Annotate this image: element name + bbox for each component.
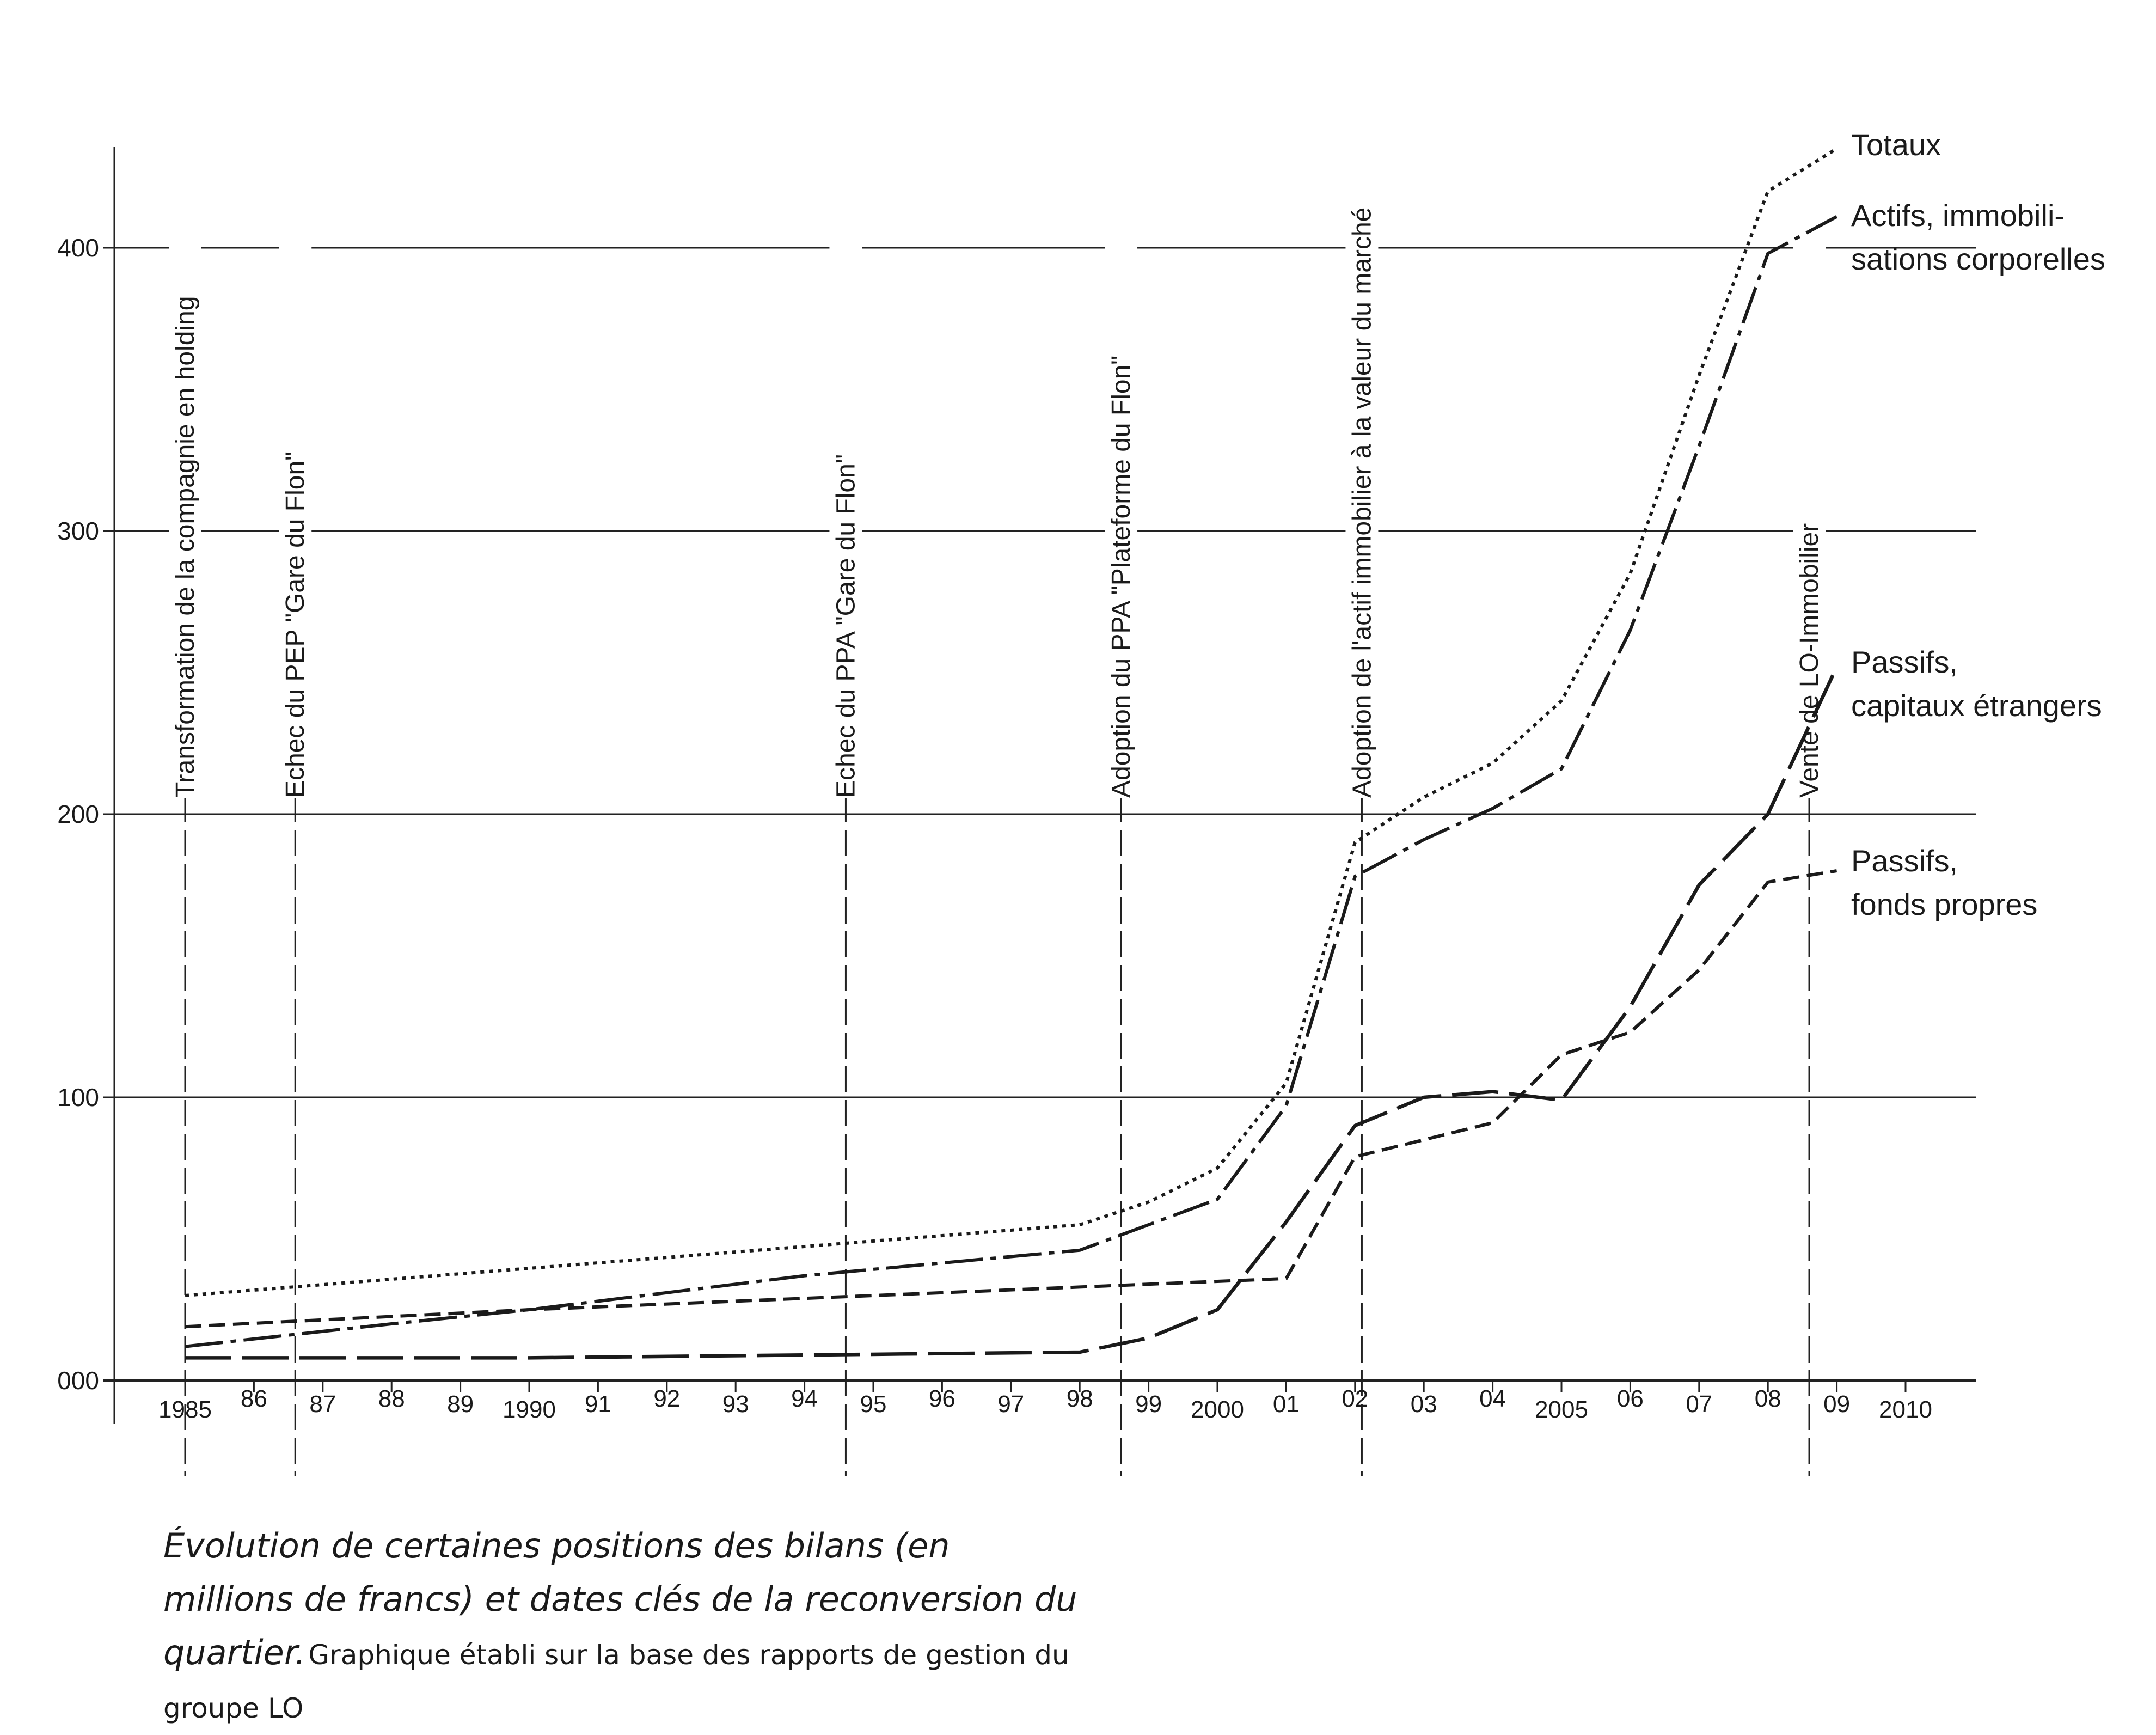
event-label: Adoption du PPA "Plateforme du Flon" <box>1107 356 1136 798</box>
series-line-2 <box>185 667 1837 1358</box>
y-tick-label: 100 <box>57 1083 99 1111</box>
x-tick-label: 08 <box>1755 1385 1781 1412</box>
x-tick-label: 97 <box>997 1391 1024 1418</box>
series-line-1 <box>185 217 1837 1347</box>
series-label-3: Passifs, fonds propres <box>1851 844 2037 921</box>
x-tick-label: 99 <box>1135 1391 1162 1418</box>
figure-caption <box>163 1519 1089 1735</box>
x-tick-label: 1990 <box>503 1396 556 1423</box>
x-tick-label: 92 <box>653 1385 680 1412</box>
x-tick-label: 87 <box>309 1391 336 1418</box>
x-tick-label: 91 <box>585 1391 611 1418</box>
axes <box>57 147 1976 1424</box>
x-tick-label: 86 <box>241 1385 267 1412</box>
y-tick-label: 000 <box>57 1366 99 1395</box>
x-tick-label: 88 <box>378 1385 405 1412</box>
series-label-0: Totaux <box>1851 127 1941 162</box>
caption-main: Évolution de certaines positions des bilans (en millions de francs) et dates clés de la reconversion du quartier. <box>163 1526 1077 1672</box>
y-tick-label: 200 <box>57 800 99 828</box>
x-tick-label: 01 <box>1273 1391 1300 1418</box>
event-markers <box>169 14 1826 1476</box>
y-tick-label: 300 <box>57 517 99 545</box>
x-tick-label: 04 <box>1479 1385 1506 1412</box>
event-label: Vente de LO-Immobilier <box>1795 523 1824 798</box>
x-tick-label: 03 <box>1411 1391 1437 1418</box>
x-tick-label: 95 <box>860 1391 887 1418</box>
x-tick-label: 1985 <box>158 1396 212 1423</box>
series-labels <box>1851 127 2105 921</box>
x-tick-label: 96 <box>929 1385 955 1412</box>
x-tick-label: 89 <box>447 1391 474 1418</box>
x-tick-label: 98 <box>1067 1385 1093 1412</box>
event-label: Transformation de la compagnie en holding <box>171 296 200 798</box>
x-tick-label: 94 <box>791 1385 818 1412</box>
x-tick-label: 93 <box>722 1391 749 1418</box>
x-tick-label: 02 <box>1342 1385 1368 1412</box>
series-label-1: Actifs, immobili-sations corporelles <box>1851 198 2105 276</box>
series-line-0 <box>185 149 1837 1296</box>
series-label-2: Passifs, capitaux étrangers <box>1851 645 2102 723</box>
series-lines <box>185 149 1837 1358</box>
x-tick-label: 06 <box>1617 1385 1644 1412</box>
x-tick-label: 2010 <box>1879 1396 1932 1423</box>
x-tick-label: 2005 <box>1535 1396 1588 1423</box>
caption-source: Graphique établi sur la base des rapports de gestion du groupe LO <box>163 1639 1069 1724</box>
event-label: Echec du PEP "Gare du Flon" <box>281 451 310 798</box>
y-tick-label: 400 <box>57 234 99 262</box>
series-line-3 <box>185 871 1837 1327</box>
event-label: Echec du PPA "Gare du Flon" <box>831 454 860 798</box>
x-tick-label: 2000 <box>1191 1396 1244 1423</box>
x-tick-label: 09 <box>1823 1391 1850 1418</box>
event-label: Adoption de l'actif immobilier à la valeur du marché <box>1347 207 1376 798</box>
gridlines <box>103 248 1976 1380</box>
x-tick-label: 07 <box>1686 1391 1712 1418</box>
